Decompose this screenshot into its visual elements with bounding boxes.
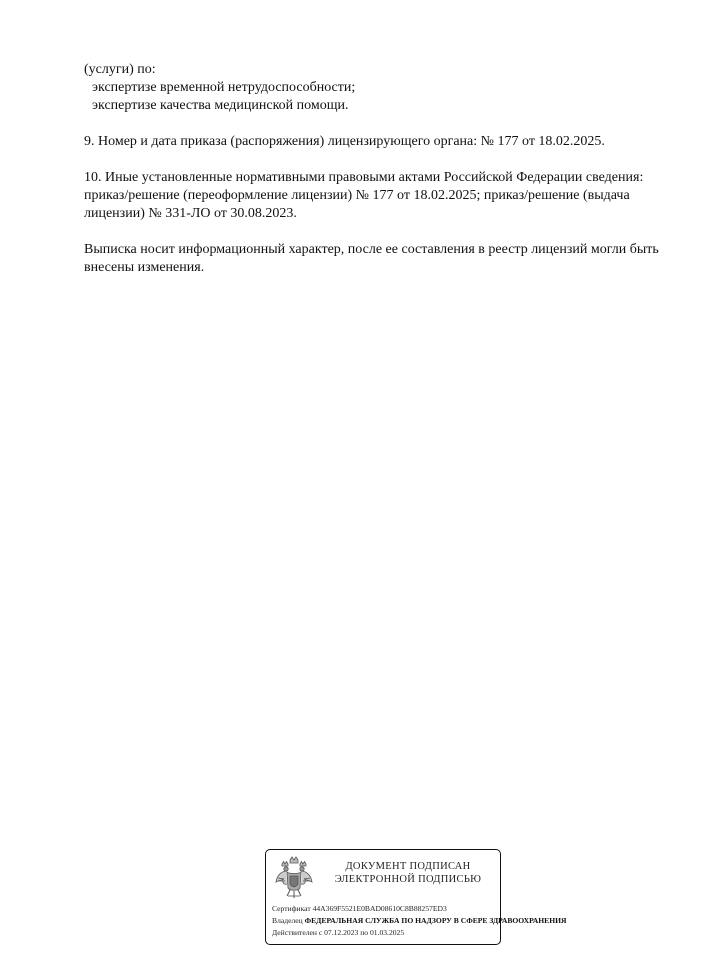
service-item: экспертизе временной нетрудоспособности; xyxy=(92,80,356,95)
certificate-value: 44A369F5521E0BAD08610C8B88257ED3 xyxy=(312,904,447,913)
owner-value: ФЕДЕРАЛЬНАЯ СЛУЖБА ПО НАДЗОРУ В СФЕРЕ ЗДРАВООХРАНЕНИЯ xyxy=(304,916,567,925)
service-item: экспертизе качества медицинской помощи. xyxy=(92,98,349,113)
item-10-line: приказ/решение (переоформление лицензии) № 177 от 18.02.2025; приказ/решение (выдача xyxy=(84,188,630,203)
document-body xyxy=(84,61,694,277)
coat-of-arms-icon xyxy=(274,854,314,902)
validity-row: Действителен с 07.12.2023 по 01.03.2025 xyxy=(272,928,405,937)
item-10-line: лицензии) № 331-ЛО от 30.08.2023. xyxy=(84,206,297,221)
electronic-signature-stamp xyxy=(265,849,567,945)
item-10-line: 10. Иные установленные нормативными правовыми актами Российской Федерации сведения: xyxy=(84,170,644,185)
item-9-order-number: 9. Номер и дата приказа (распоряжения) лицензирующего органа: № 177 от 18.02.2025. xyxy=(84,134,605,149)
stamp-title xyxy=(318,860,498,886)
services-intro: (услуги) по: xyxy=(84,62,156,77)
owner-label: Владелец xyxy=(272,916,303,925)
stamp-title-line: ЭЛЕКТРОННОЙ ПОДПИСЬЮ xyxy=(334,874,482,885)
stamp-title-line: ДОКУМЕНТ ПОДПИСАН xyxy=(345,861,471,872)
certificate-label: Сертификат xyxy=(272,904,311,913)
disclaimer-line: Выписка носит информационный характер, после ее составления в реестр лицензий могли быть xyxy=(84,242,659,257)
certificate-row xyxy=(272,904,447,914)
disclaimer-line: внесены изменения. xyxy=(84,260,205,275)
owner-row xyxy=(272,916,567,926)
